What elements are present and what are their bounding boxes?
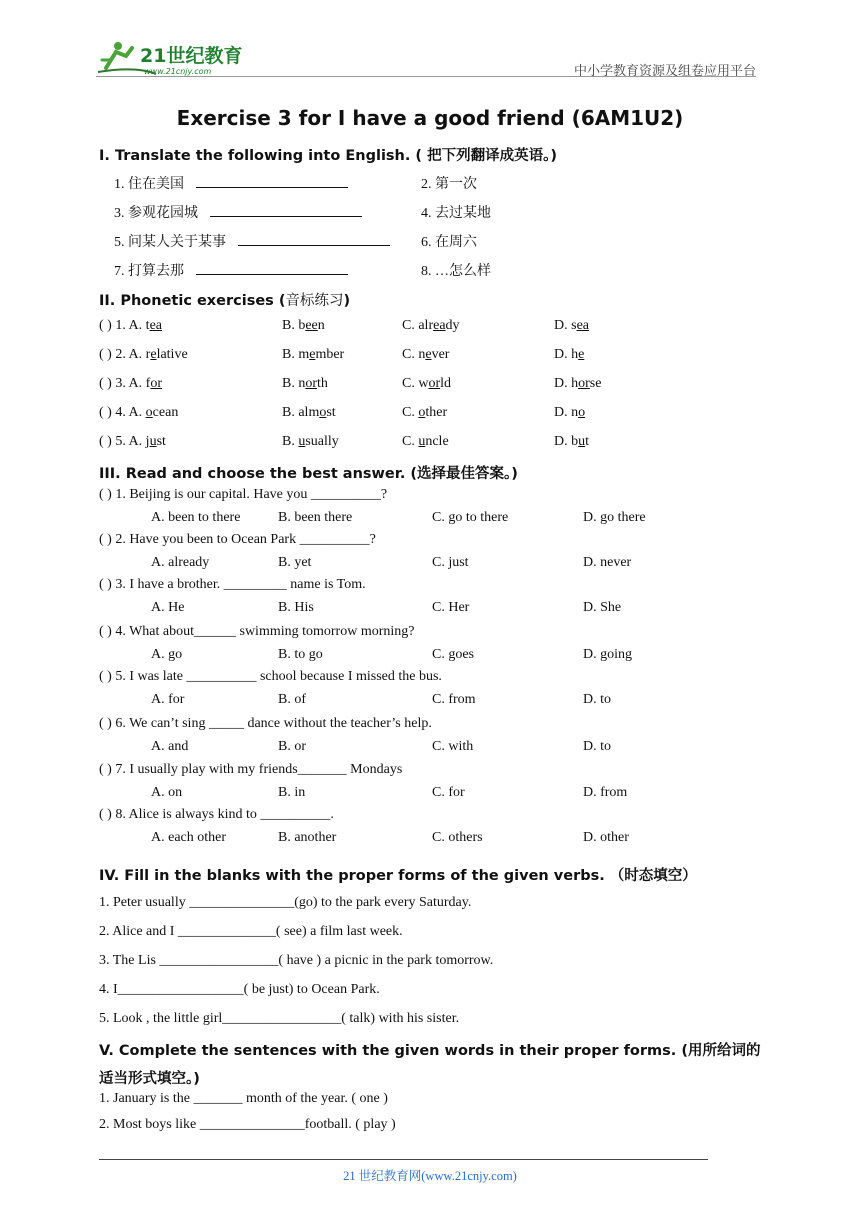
- verb-item-1: 1. Peter usually _______________(go) to the park every Saturday.: [99, 895, 472, 910]
- translate-item-2: 2. 第一次: [421, 177, 477, 192]
- mc-question-3-option-a: A. He: [151, 600, 185, 615]
- phonetic-row-1-option-d: D. sea: [554, 318, 589, 333]
- mc-question-4-option-a: A. go: [151, 647, 183, 662]
- mc-question-6-option-a: A. and: [151, 739, 189, 754]
- translate-item-3: 3. 参观花园城: [114, 202, 362, 222]
- phonetic-row-3-option-d: D. horse: [554, 376, 602, 391]
- verb-item-3: 3. The Lis _________________( have ) a picnic in the park tomorrow.: [99, 953, 494, 968]
- phonetic-row-3-option-c: C. world: [402, 376, 452, 391]
- phonetic-row-4-option-c: C. other: [402, 405, 448, 420]
- section-1-heading: I. Translate the following into English. ( 把下列翻译成英语。): [99, 148, 557, 164]
- mc-question-6-option-b: B. or: [278, 739, 306, 754]
- verb-item-2: 2. Alice and I ______________( see) a film last week.: [99, 924, 403, 939]
- verb-item-5: 5. Look , the little girl_________________( talk) with his sister.: [99, 1011, 460, 1026]
- mc-question-5-option-b: B. of: [278, 692, 306, 707]
- mc-question-3-option-c: C. Her: [432, 600, 470, 615]
- mc-question-6-option-d: D. to: [583, 739, 611, 754]
- mc-question-4-option-c: C. goes: [432, 647, 474, 662]
- phonetic-row-5-option-a: ( ) 5. A. just: [99, 434, 166, 449]
- phonetic-row-5-option-b: B. usually: [282, 434, 339, 449]
- phonetic-row-3-option-a: ( ) 3. A. for: [99, 376, 163, 391]
- mc-question-3-option-b: B. His: [278, 600, 314, 615]
- site-logo: [96, 38, 266, 78]
- mc-question-2-option-a: A. already: [151, 555, 210, 570]
- mc-question-7: ( ) 7. I usually play with my friends_______ Mondays: [99, 762, 403, 777]
- mc-question-3: ( ) 3. I have a brother. _________ name is Tom.: [99, 577, 366, 592]
- mc-question-8-option-b: B. another: [278, 830, 337, 845]
- page-title: Exercise 3 for I have a good friend (6AM1U2): [176, 106, 684, 130]
- translate-item-5: 5. 问某人关于某事: [114, 231, 390, 251]
- phonetic-row-2-option-a: ( ) 2. A. relative: [99, 347, 188, 362]
- mc-question-7-option-a: A. on: [151, 785, 183, 800]
- logo-url: www.21cnjy.com: [144, 67, 212, 76]
- section-2-heading: II. Phonetic exercises (音标练习): [99, 293, 351, 309]
- translate-item-4: 4. 去过某地: [421, 206, 491, 221]
- mc-question-5-option-a: A. for: [151, 692, 185, 707]
- phonetic-row-1-option-c: C. already: [402, 318, 460, 333]
- mc-question-5-option-c: C. from: [432, 692, 476, 707]
- word-item-2: 2. Most boys like _______________football. ( play ): [99, 1117, 396, 1132]
- phonetic-row-4-option-d: D. no: [554, 405, 586, 420]
- section-3-heading: III. Read and choose the best answer. (选择最佳答案。): [99, 466, 518, 482]
- phonetic-row-1-option-b: B. been: [282, 318, 325, 333]
- mc-question-7-option-c: C. for: [432, 785, 465, 800]
- verb-item-4: 4. I__________________( be just) to Ocean Park.: [99, 982, 380, 997]
- word-item-1: 1. January is the _______ month of the year. ( one ): [99, 1091, 388, 1106]
- mc-question-1-option-a: A. been to there: [151, 510, 241, 525]
- mc-question-4: ( ) 4. What about______ swimming tomorrow morning?: [99, 624, 415, 639]
- phonetic-row-2-option-c: C. never: [402, 347, 450, 362]
- mc-question-8: ( ) 8. Alice is always kind to __________.: [99, 807, 334, 822]
- mc-question-5: ( ) 5. I was late __________ school because I missed the bus.: [99, 669, 442, 684]
- phonetic-row-2-option-d: D. he: [554, 347, 585, 362]
- footer-text: 21 世纪教育网(www.21cnjy.com): [343, 1169, 517, 1183]
- header-divider: [96, 76, 756, 77]
- translate-item-7: 7. 打算去那: [114, 260, 348, 280]
- mc-question-1-option-b: B. been there: [278, 510, 353, 525]
- phonetic-row-5-option-c: C. uncle: [402, 434, 449, 449]
- translate-item-1: 1. 住在美国: [114, 173, 348, 193]
- mc-question-2-option-c: C. just: [432, 555, 469, 570]
- mc-question-7-option-b: B. in: [278, 785, 306, 800]
- mc-question-8-option-c: C. others: [432, 830, 483, 845]
- mc-question-7-option-d: D. from: [583, 785, 628, 800]
- phonetic-row-5-option-d: D. but: [554, 434, 590, 449]
- header-platform-text: 中小学教育资源及组卷应用平台: [573, 64, 756, 79]
- mc-question-2-option-b: B. yet: [278, 555, 312, 570]
- phonetic-row-4-option-b: B. almost: [282, 405, 336, 420]
- section-5-heading-line2: 适当形式填空。): [99, 1071, 200, 1087]
- section-4-heading: IV. Fill in the blanks with the proper forms of the given verbs. （时态填空）: [99, 868, 697, 884]
- mc-question-1-option-d: D. go there: [583, 510, 646, 525]
- mc-question-4-option-d: D. going: [583, 647, 632, 662]
- translate-item-8: 8. …怎么样: [421, 264, 491, 279]
- translate-item-6: 6. 在周六: [421, 235, 477, 250]
- phonetic-row-4-option-a: ( ) 4. A. ocean: [99, 405, 179, 420]
- mc-question-5-option-d: D. to: [583, 692, 611, 707]
- mc-question-6-option-c: C. with: [432, 739, 474, 754]
- footer-divider: [99, 1159, 708, 1160]
- mc-question-1: ( ) 1. Beijing is our capital. Have you __________?: [99, 487, 388, 502]
- mc-question-2: ( ) 2. Have you been to Ocean Park __________?: [99, 532, 376, 547]
- mc-question-8-option-d: D. other: [583, 830, 629, 845]
- section-5-heading-line1: V. Complete the sentences with the given words in their proper forms. (用所给词的: [99, 1043, 761, 1059]
- mc-question-3-option-d: D. She: [583, 600, 622, 615]
- phonetic-row-2-option-b: B. member: [282, 347, 345, 362]
- mc-question-6: ( ) 6. We can’t sing _____ dance without the teacher’s help.: [99, 716, 432, 731]
- phonetic-row-3-option-b: B. north: [282, 376, 328, 391]
- mc-question-4-option-b: B. to go: [278, 647, 323, 662]
- phonetic-row-1-option-a: ( ) 1. A. tea: [99, 318, 162, 333]
- mc-question-8-option-a: A. each other: [151, 830, 227, 845]
- mc-question-2-option-d: D. never: [583, 555, 632, 570]
- logo-text: 21世纪教育: [140, 45, 243, 67]
- mc-question-1-option-c: C. go to there: [432, 510, 509, 525]
